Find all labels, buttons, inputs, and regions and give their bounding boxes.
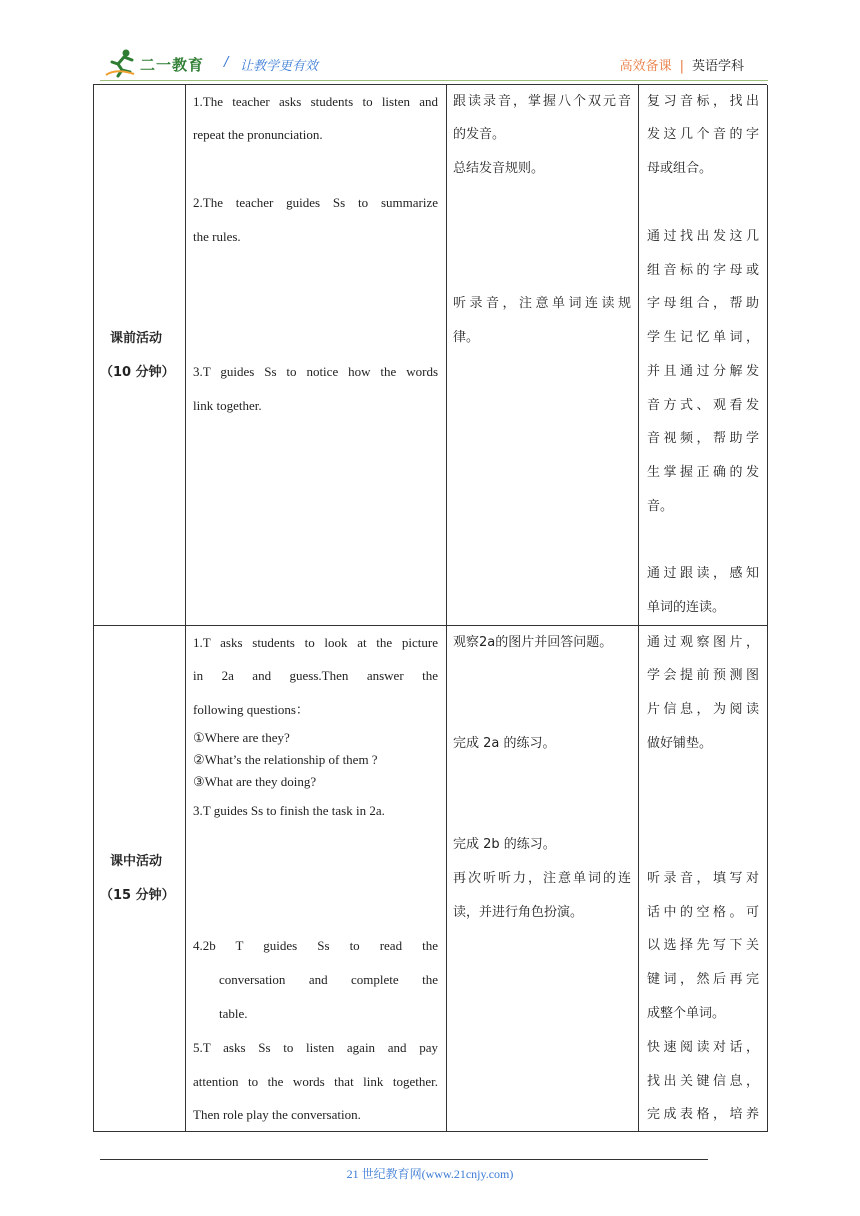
row2-teacher-line5: 4.2b T guides Ss to read the [193, 938, 438, 953]
row2-question3: ③What are they doing? [193, 774, 317, 789]
running-figure-logo-icon [104, 48, 138, 78]
brand-name: 二一教育 [140, 56, 205, 74]
row1-purpose-line7: 学生记忆单词， [647, 330, 759, 345]
row2-student-line3: 完成 2b 的练习。 [453, 837, 556, 852]
row2-purpose-line1: 通过观察图片， [647, 635, 759, 650]
row1-purpose-line9: 音方式、观看发 [647, 398, 759, 413]
row1-purpose-line14: 单词的连读。 [647, 600, 726, 615]
row1-purpose-line5: 组音标的字母或 [647, 263, 759, 278]
row2-student-line5: 读，并进行角色扮演。 [453, 905, 584, 920]
row2-purpose-line4: 做好铺垫。 [647, 736, 713, 751]
lesson-plan-table [93, 84, 767, 1132]
row1-purpose-line4: 通过找出发这几 [647, 229, 759, 244]
row1-purpose-line1: 复习音标，找出 [647, 94, 759, 109]
row2-teacher-line7: table. [219, 1006, 248, 1021]
row1-purpose-cell [639, 85, 768, 626]
row1-teacher-line4: the rules. [193, 229, 241, 244]
row2-teacher-line3: following questions： [193, 702, 309, 717]
row1-teacher-line2: repeat the pronunciation. [193, 127, 323, 142]
row1-time: （10 分钟） [100, 365, 175, 380]
row2-teacher-cell [186, 626, 447, 1132]
row2-student-cell [447, 626, 639, 1132]
slogan: 让教学更有效 [240, 59, 319, 74]
row2-student-line4: 再次听听力，注意单词的连 [453, 871, 631, 886]
tag-separator: | [679, 59, 684, 74]
row2-teacher-line6: conversation and complete the [219, 972, 438, 987]
row1-purpose-line10: 音视频，帮助学 [647, 431, 759, 446]
slogan-separator: / [224, 55, 229, 70]
row1-phase: 课前活动 [110, 331, 163, 346]
row2-purpose-line10: 快速阅读对话， [647, 1040, 759, 1055]
row2-purpose-line11: 找出关键信息， [647, 1074, 759, 1089]
row1-purpose-line3: 母或组合。 [647, 161, 713, 176]
row2-student-line1: 观察2a的图片并回答问题。 [453, 635, 613, 650]
row2-question2: ②What’s the relationship of them ? [193, 752, 378, 767]
row1-student-line5: 律。 [453, 330, 480, 345]
row1-phase-cell [94, 85, 186, 626]
row2-teacher-line1: 1.T asks students to look at the picture [193, 635, 438, 650]
row1-student-line2: 的发音。 [453, 127, 506, 142]
row2-teacher-line9: attention to the words that link together. [193, 1074, 438, 1089]
row1-teacher-line1: 1.The teacher asks students to listen and [193, 94, 438, 109]
row1-teacher-line6: link together. [193, 398, 262, 413]
row1-student-cell [447, 85, 639, 626]
row2-purpose-line8: 键词，然后再完 [647, 972, 759, 987]
header-rule [100, 80, 768, 81]
row1-purpose-line11: 生掌握正确的发 [647, 465, 759, 480]
footer-rule [100, 1159, 708, 1160]
row2-phase-cell [94, 626, 186, 1132]
row1-teacher-line5: 3.T guides Ss to notice how the words [193, 364, 438, 379]
row2-purpose-line5: 听录音，填写对 [647, 871, 759, 886]
row2-time: （15 分钟） [100, 888, 175, 903]
row2-student-line2: 完成 2a 的练习。 [453, 736, 556, 751]
row2-teacher-line8: 5.T asks Ss to listen again and pay [193, 1040, 438, 1055]
row2-teacher-line4: 3.T guides Ss to finish the task in 2a. [193, 803, 385, 818]
row1-teacher-line3: 2.The teacher guides Ss to summarize [193, 195, 438, 210]
row1-purpose-line2: 发这几个音的字 [647, 127, 759, 142]
row2-phase: 课中活动 [110, 854, 163, 869]
row2-purpose-line2: 学会提前预测图 [647, 668, 759, 683]
row1-student-line4: 听录音，注意单词连读规 [453, 296, 631, 311]
row1-purpose-line6: 字母组合，帮助 [647, 296, 759, 311]
row2-purpose-line9: 成整个单词。 [647, 1006, 726, 1021]
page-header [100, 44, 768, 84]
row2-purpose-line7: 以选择先写下关 [647, 938, 759, 953]
row2-purpose-cell [639, 626, 768, 1132]
tag-subject: 英语学科 [691, 59, 744, 74]
row1-student-line1: 跟读录音，掌握八个双元音 [453, 94, 631, 109]
tag-efficient-prep: 高效备课 [619, 59, 672, 74]
header-tags [620, 55, 744, 74]
footer-source[interactable]: 21 世纪教育网(www.21cnjy.com) [346, 1167, 514, 1181]
row2-teacher-line2: in 2a and guess.Then answer the [193, 668, 438, 683]
row1-purpose-line12: 音。 [647, 499, 674, 514]
row2-purpose-line6: 话中的空格。可 [647, 905, 759, 920]
row1-purpose-line13: 通过跟读，感知 [647, 566, 759, 581]
row2-teacher-line10: Then role play the conversation. [193, 1107, 361, 1122]
row2-purpose-line12: 完成表格，培养 [647, 1107, 759, 1122]
row1-purpose-line8: 并且通过分解发 [647, 364, 759, 379]
row1-teacher-cell [186, 85, 447, 626]
row1-student-line3: 总结发音规则。 [453, 161, 545, 176]
row2-purpose-line3: 片信息，为阅读 [647, 702, 759, 717]
row2-question1: ①Where are they? [193, 730, 290, 745]
